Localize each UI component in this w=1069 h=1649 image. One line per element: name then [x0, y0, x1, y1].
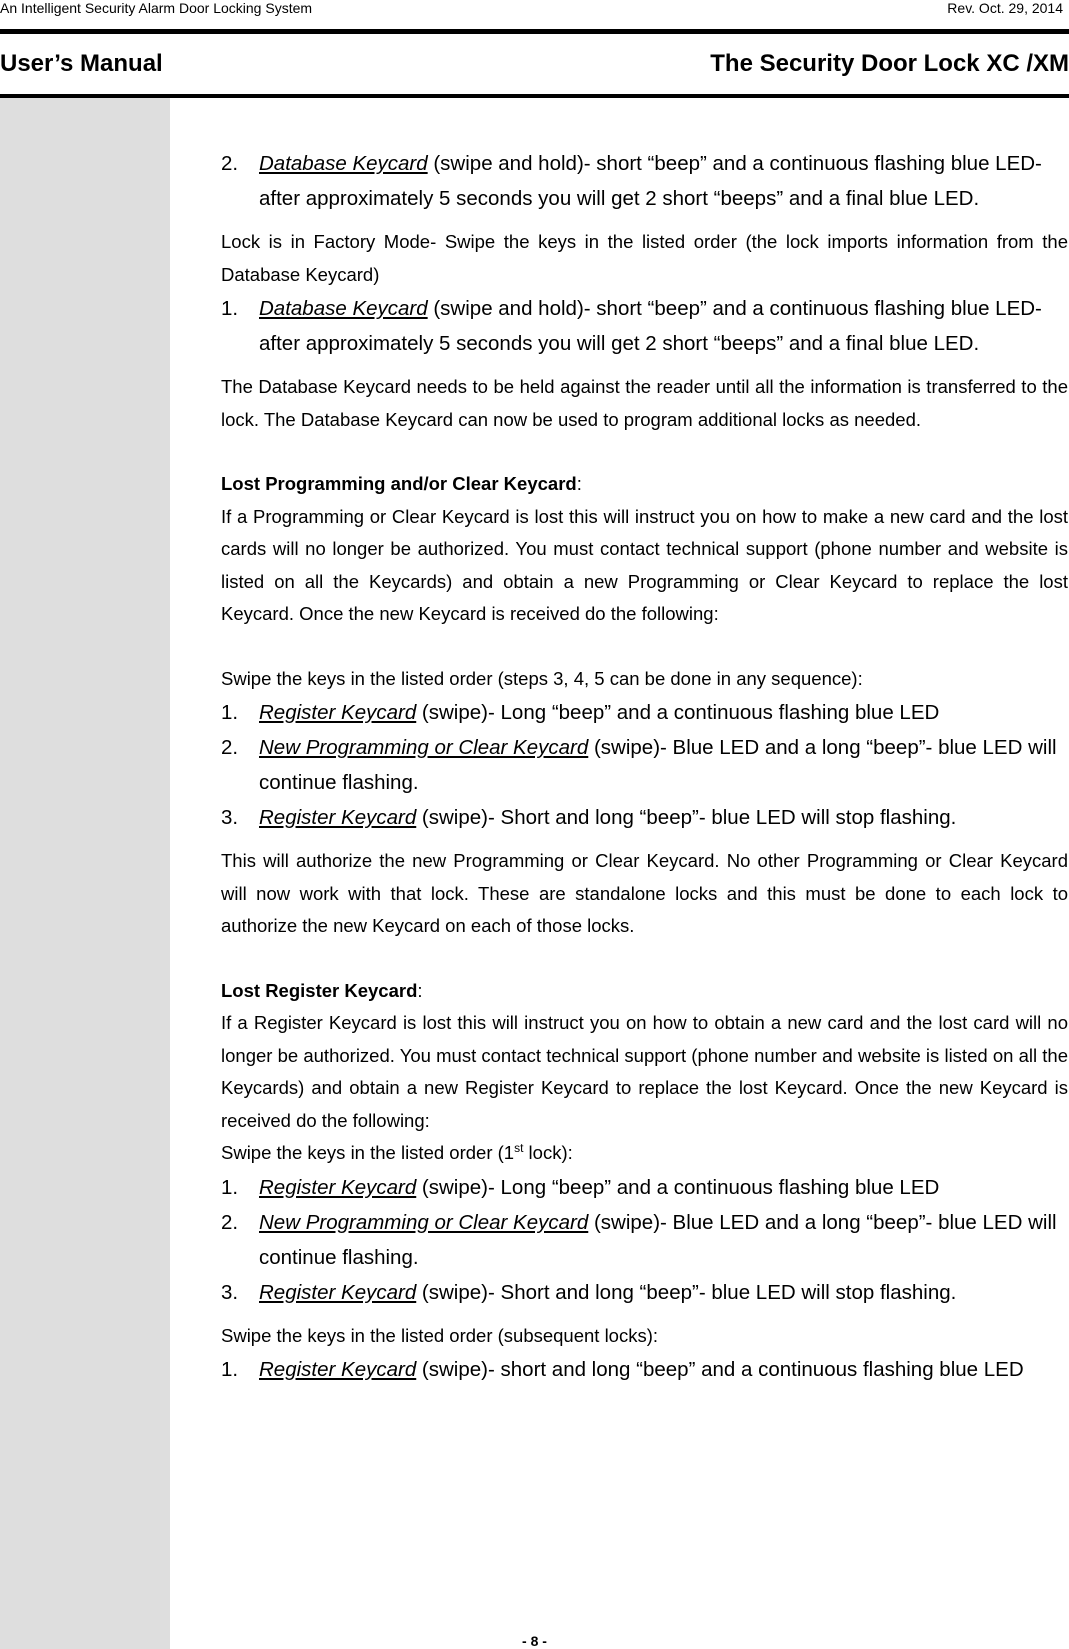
list-item: 1. Register Keycard (swipe)- Long “beep” and a continuous flashing blue LED	[221, 1175, 940, 1199]
product-title: The Security Door Lock XC /XM	[710, 50, 1069, 77]
list-item: 2. New Programming or Clear Keycard (swipe)- Blue LED and a long “beep”- blue LED will continue flashing.	[221, 736, 1057, 794]
keycard-link[interactable]: Register Keycard	[259, 806, 417, 829]
list-item: 1. Register Keycard (swipe)- short and long “beep” and a continuous flashing blue LED	[221, 1358, 1024, 1381]
manual-title: User’s Manual	[0, 50, 163, 77]
swipe-instructions: Swipe the keys in the listed order (subsequent locks):	[221, 1324, 659, 1346]
swipe-instructions: Swipe the keys in the listed order (steps 3, 4, 5 can be done in any sequence):	[221, 667, 863, 689]
left-margin-band	[0, 97, 170, 1649]
section-body: If a Register Keycard is lost this will instruct you on how to obtain a new card and the lost card will no longer be authorized. You must contact technical support (phone number and website is listed on all the Keycards) and obtain a new Register Keycard to replace the lost Keycard. Once the new Keycard is received do the following:	[221, 1012, 1068, 1131]
list-item: 2. New Programming or Clear Keycard (swipe)- Blue LED and a long “beep”- blue LED will continue flashing.	[221, 1210, 1057, 1269]
keycard-link[interactable]: Database Keycard	[259, 297, 428, 320]
page-header	[0, 50, 1069, 86]
page-number: - 8 -	[522, 1633, 547, 1649]
factory-mode-intro: Lock is in Factory Mode- Swipe the keys in the listed order (the lock imports information from the Database Keycard)	[221, 231, 1068, 285]
keycard-link[interactable]: Register Keycard	[259, 1280, 417, 1304]
keycard-link[interactable]: Database Keycard	[259, 152, 428, 175]
list-item: 1. Database Keycard (swipe and hold)- short “beep” and a continuous flashing blue LED- after approximately 5 seconds you will get 2 short “beeps” and a final blue LED.	[221, 297, 1042, 355]
section-body: If a Programming or Clear Keycard is lost this will instruct you on how to make a new card and the lost cards will no longer be authorized. You must contact technical support (phone number and website is listed on all the Keycards) and obtain a new Programming or Clear Keycard to replace the lost Keycard. Once the new Keycard is received do the following:	[221, 505, 1068, 624]
database-note: The Database Keycard needs to be held against the reader until all the information is transferred to the lock. The Database Keycard can now be used to program additional locks as needed.	[221, 376, 1068, 430]
list-item: 1. Register Keycard (swipe)- Long “beep” and a continuous flashing blue LED	[221, 701, 940, 724]
list-item: 3. Register Keycard (swipe)- Short and long “beep”- blue LED will stop flashing.	[221, 1280, 957, 1304]
keycard-link[interactable]: Register Keycard	[259, 1175, 417, 1199]
header-rule	[0, 29, 1069, 34]
list-item: 3. Register Keycard (swipe)- Short and long “beep”- blue LED will stop flashing.	[221, 806, 957, 829]
keycard-link[interactable]: Register Keycard	[259, 1358, 417, 1381]
running-header	[0, 0, 1069, 20]
list-item: 2. Database Keycard (swipe and hold)- short “beep” and a continuous flashing blue LED- after approximately 5 seconds you will get 2 short “beeps” and a final blue LED.	[221, 152, 1042, 210]
page-content	[221, 146, 1068, 1387]
keycard-link[interactable]: Register Keycard	[259, 701, 417, 724]
section-heading: Lost Programming and/or Clear Keycard:	[221, 473, 582, 494]
header-bottom-rule	[0, 94, 1069, 98]
authorization-note: This will authorize the new Programming or Clear Keycard. No other Programming or Clear Keycard will now work with that lock. These are standalone locks and this must be done to each lock to authorize the new Keycard on each of those locks.	[221, 850, 1068, 936]
section-heading: Lost Register Keycard:	[221, 979, 423, 1001]
document-title: An Intelligent Security Alarm Door Locking System	[0, 0, 313, 16]
revision-date: Rev. Oct. 29, 2014	[947, 0, 1063, 16]
keycard-link[interactable]: New Programming or Clear Keycard	[259, 1210, 589, 1234]
keycard-link[interactable]: New Programming or Clear Keycard	[259, 736, 589, 759]
swipe-instructions: Swipe the keys in the listed order (1st lock):	[221, 1140, 573, 1163]
